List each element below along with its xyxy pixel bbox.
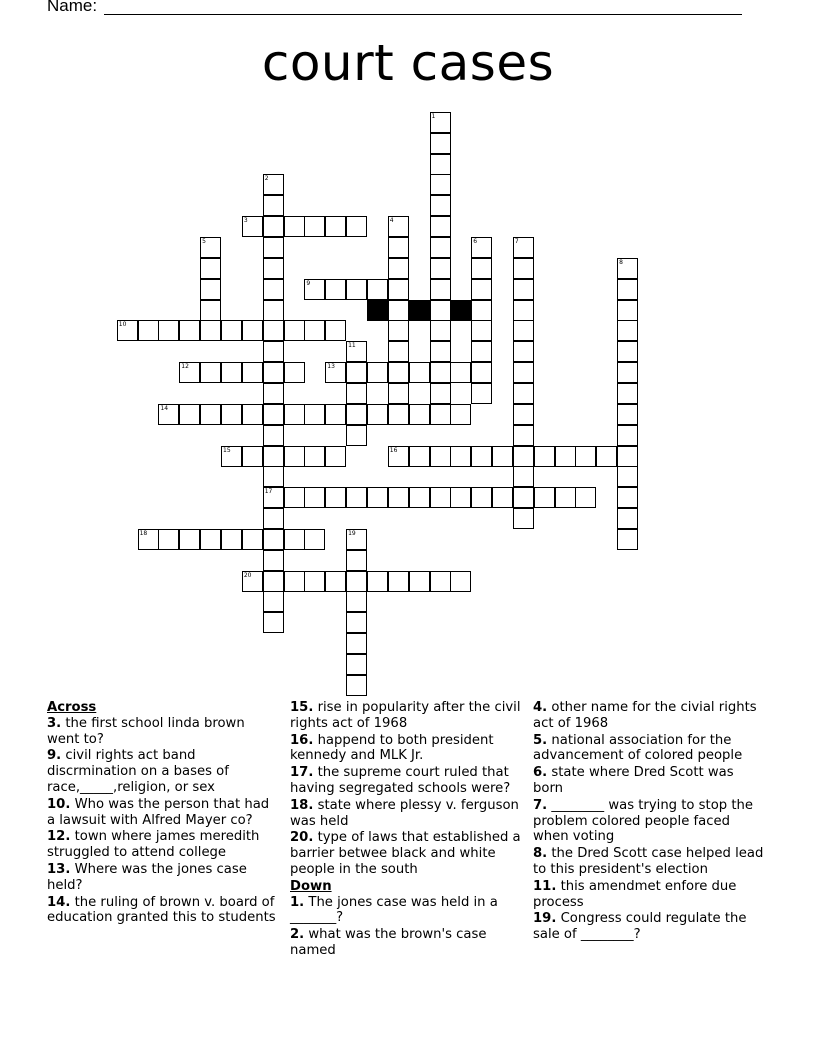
clue-text: other name for the civial rights act of 1968 bbox=[533, 700, 757, 731]
grid-cell[interactable] bbox=[388, 320, 409, 341]
clue-text: the supreme court ruled that having segregated schools were? bbox=[290, 765, 511, 796]
grid-cell[interactable] bbox=[304, 571, 325, 592]
clue-number-label: 11 bbox=[348, 342, 356, 350]
grid-cell[interactable] bbox=[346, 216, 367, 237]
grid-cell[interactable] bbox=[388, 362, 409, 383]
grid-cell[interactable] bbox=[346, 550, 367, 571]
clue-column-3 bbox=[533, 700, 767, 944]
grid-cell[interactable] bbox=[263, 466, 284, 487]
grid-cell[interactable] bbox=[346, 404, 367, 425]
grid-cell[interactable] bbox=[388, 279, 409, 300]
grid-cell[interactable] bbox=[388, 216, 409, 237]
clue-number-label: 17 bbox=[264, 488, 273, 496]
clue-text: The jones case was held in a _______? bbox=[290, 894, 498, 926]
grid-cell[interactable] bbox=[263, 362, 284, 383]
clue-text: Congress could regulate the sale of ________? bbox=[533, 911, 747, 943]
grid-cell[interactable] bbox=[325, 446, 346, 467]
grid-cell[interactable] bbox=[430, 112, 451, 133]
grid-cell[interactable] bbox=[555, 446, 576, 467]
grid-cell[interactable] bbox=[430, 300, 451, 321]
grid-cell[interactable] bbox=[617, 362, 638, 383]
grid-cell[interactable] bbox=[492, 487, 513, 508]
clue-number: 6. bbox=[533, 765, 548, 781]
grid-cell[interactable] bbox=[367, 404, 388, 425]
grid-cell[interactable] bbox=[430, 195, 451, 216]
grid-cell[interactable] bbox=[471, 279, 492, 300]
grid-cell[interactable] bbox=[471, 300, 492, 321]
page-title: court cases bbox=[261, 34, 555, 92]
grid-cell[interactable] bbox=[430, 404, 451, 425]
clue-across-18 bbox=[290, 798, 524, 830]
clue-down-6 bbox=[533, 765, 767, 797]
grid-cell[interactable] bbox=[284, 571, 305, 592]
grid-cell[interactable] bbox=[513, 300, 534, 321]
clue-text: state where plessy v. ferguson was held bbox=[290, 797, 519, 829]
grid-cell[interactable] bbox=[325, 571, 346, 592]
grid-cell[interactable] bbox=[450, 446, 471, 467]
grid-cell[interactable] bbox=[388, 258, 409, 279]
clue-text: rise in popularity after the civil rights act of 1968 bbox=[290, 700, 521, 731]
grid-cell[interactable] bbox=[388, 341, 409, 362]
grid-cell[interactable] bbox=[284, 216, 305, 237]
grid-cell[interactable] bbox=[471, 362, 492, 383]
grid-cell[interactable] bbox=[388, 383, 409, 404]
grid-cell[interactable] bbox=[388, 446, 409, 467]
grid-cell[interactable] bbox=[263, 341, 284, 362]
grid-cell[interactable] bbox=[367, 487, 388, 508]
grid-cell[interactable] bbox=[221, 320, 242, 341]
clue-across-13 bbox=[47, 862, 281, 894]
black-square bbox=[409, 300, 430, 321]
grid-cell[interactable] bbox=[575, 446, 596, 467]
grid-cell[interactable] bbox=[284, 487, 305, 508]
clue-column-2 bbox=[290, 700, 524, 960]
grid-cell[interactable] bbox=[263, 300, 284, 321]
clue-number: 4. bbox=[533, 700, 548, 715]
clue-down-19 bbox=[533, 911, 767, 943]
clue-number-label: 5 bbox=[202, 238, 206, 245]
grid-cell[interactable] bbox=[471, 237, 492, 258]
grid-cell[interactable] bbox=[346, 591, 367, 612]
grid-cell[interactable] bbox=[138, 529, 159, 550]
grid-cell[interactable] bbox=[388, 300, 409, 321]
grid-cell[interactable] bbox=[367, 279, 388, 300]
grid-cell[interactable] bbox=[325, 320, 346, 341]
clue-down-4 bbox=[533, 700, 767, 732]
grid-cell[interactable] bbox=[263, 195, 284, 216]
grid-cell[interactable] bbox=[242, 404, 263, 425]
grid-cell[interactable] bbox=[409, 446, 430, 467]
clue-number: 16. bbox=[290, 732, 314, 748]
clue-text: national association for the advancement of colored people bbox=[533, 732, 743, 764]
clue-across-9 bbox=[47, 748, 281, 795]
grid-cell[interactable] bbox=[304, 487, 325, 508]
grid-cell[interactable] bbox=[617, 383, 638, 404]
grid-cell[interactable] bbox=[179, 362, 200, 383]
grid-cell[interactable] bbox=[263, 425, 284, 446]
grid-cell[interactable] bbox=[513, 320, 534, 341]
grid-cell[interactable] bbox=[617, 529, 638, 550]
grid-cell[interactable] bbox=[513, 446, 534, 467]
grid-cell[interactable] bbox=[430, 258, 451, 279]
clue-number: 15. bbox=[290, 700, 314, 715]
clue-number: 9. bbox=[47, 748, 62, 764]
clue-text: Where was the jones case held? bbox=[47, 861, 247, 893]
grid-cell[interactable] bbox=[304, 216, 325, 237]
grid-cell[interactable] bbox=[430, 383, 451, 404]
grid-cell[interactable] bbox=[263, 508, 284, 529]
clue-number: 11. bbox=[533, 878, 557, 894]
clue-down-5 bbox=[533, 733, 767, 765]
grid-cell[interactable] bbox=[617, 404, 638, 425]
grid-cell[interactable] bbox=[430, 341, 451, 362]
grid-cell[interactable] bbox=[284, 320, 305, 341]
clue-number: 1. bbox=[290, 894, 305, 910]
clue-number: 17. bbox=[290, 765, 314, 781]
grid-cell[interactable] bbox=[263, 571, 284, 592]
grid-cell[interactable] bbox=[346, 529, 367, 550]
grid-cell[interactable] bbox=[388, 571, 409, 592]
grid-cell[interactable] bbox=[284, 529, 305, 550]
grid-cell[interactable] bbox=[346, 279, 367, 300]
clue-number-label: 6 bbox=[473, 238, 478, 245]
grid-cell[interactable] bbox=[471, 341, 492, 362]
grid-cell[interactable] bbox=[200, 279, 221, 300]
clue-number-label: 7 bbox=[514, 238, 519, 245]
grid-cell[interactable] bbox=[242, 362, 263, 383]
clue-text: the ruling of brown v. board of education granted this to students bbox=[47, 894, 276, 926]
grid-cell[interactable] bbox=[450, 362, 471, 383]
clue-number-label: 2 bbox=[264, 175, 269, 183]
grid-cell[interactable] bbox=[284, 446, 305, 467]
grid-cell[interactable] bbox=[221, 362, 242, 383]
grid-cell[interactable] bbox=[513, 487, 534, 508]
grid-cell[interactable] bbox=[325, 362, 346, 383]
clue-down-7 bbox=[533, 798, 767, 845]
grid-cell[interactable] bbox=[617, 279, 638, 300]
grid-cell[interactable] bbox=[471, 320, 492, 341]
grid-cell[interactable] bbox=[430, 446, 451, 467]
clue-number: 19. bbox=[533, 911, 557, 927]
grid-cell[interactable] bbox=[263, 550, 284, 571]
grid-cell[interactable] bbox=[325, 404, 346, 425]
grid-cell[interactable] bbox=[430, 133, 451, 154]
grid-cell[interactable] bbox=[263, 320, 284, 341]
grid-cell[interactable] bbox=[263, 446, 284, 467]
clue-number-label: 20 bbox=[243, 571, 252, 579]
clue-text: what was the brown's case named bbox=[290, 927, 487, 958]
grid-cell[interactable] bbox=[617, 320, 638, 341]
grid-cell[interactable] bbox=[200, 237, 221, 258]
grid-cell[interactable] bbox=[242, 529, 263, 550]
clue-number: 13. bbox=[47, 861, 71, 877]
grid-cell[interactable] bbox=[242, 446, 263, 467]
clue-number: 10. bbox=[47, 796, 71, 812]
grid-cell[interactable] bbox=[513, 404, 534, 425]
clue-text: town where james meredith struggled to attend college bbox=[47, 829, 260, 861]
grid-cell[interactable] bbox=[617, 425, 638, 446]
grid-cell[interactable] bbox=[200, 320, 221, 341]
name-label: Name: bbox=[47, 0, 98, 15]
grid-cell[interactable] bbox=[430, 320, 451, 341]
grid-cell[interactable] bbox=[346, 633, 367, 654]
grid-cell[interactable] bbox=[471, 487, 492, 508]
clue-across-16 bbox=[290, 733, 524, 765]
grid-cell[interactable] bbox=[179, 529, 200, 550]
clue-across-12 bbox=[47, 829, 281, 861]
grid-cell[interactable] bbox=[263, 529, 284, 550]
grid-cell[interactable] bbox=[513, 508, 534, 529]
clue-column-1 bbox=[47, 700, 281, 927]
grid-cell[interactable] bbox=[492, 446, 513, 467]
grid-cell[interactable] bbox=[617, 258, 638, 279]
grid-cell[interactable] bbox=[200, 404, 221, 425]
grid-cell[interactable] bbox=[450, 571, 471, 592]
grid-cell[interactable] bbox=[263, 216, 284, 237]
grid-cell[interactable] bbox=[409, 362, 430, 383]
grid-cell[interactable] bbox=[263, 487, 284, 508]
grid-cell[interactable] bbox=[513, 425, 534, 446]
grid-cell[interactable] bbox=[221, 404, 242, 425]
grid-cell[interactable] bbox=[575, 487, 596, 508]
clue-text: the first school linda brown went to? bbox=[47, 715, 245, 747]
clue-text: civil rights act band discrmination on a bases of race,_____,religion, or sex bbox=[47, 748, 229, 795]
grid-cell[interactable] bbox=[388, 237, 409, 258]
clue-text: Who was the person that had a lawsuit with Alfred Mayer co? bbox=[47, 796, 270, 828]
grid-cell[interactable] bbox=[471, 446, 492, 467]
black-square bbox=[450, 300, 471, 321]
clue-number: 12. bbox=[47, 829, 71, 845]
clue-across-20 bbox=[290, 830, 524, 877]
clue-text: type of laws that established a barrier betwee black and white people in the south bbox=[290, 830, 521, 877]
grid-cell[interactable] bbox=[430, 154, 451, 175]
grid-cell[interactable] bbox=[617, 466, 638, 487]
grid-cell[interactable] bbox=[304, 529, 325, 550]
grid-cell[interactable] bbox=[409, 571, 430, 592]
clue-across-15 bbox=[290, 700, 524, 732]
grid-cell[interactable] bbox=[513, 237, 534, 258]
grid-cell[interactable] bbox=[304, 320, 325, 341]
grid-cell[interactable] bbox=[534, 446, 555, 467]
grid-cell[interactable] bbox=[346, 487, 367, 508]
grid-cell[interactable] bbox=[617, 487, 638, 508]
clue-number: 14. bbox=[47, 894, 71, 910]
grid-cell[interactable] bbox=[263, 612, 284, 633]
grid-cell[interactable] bbox=[179, 404, 200, 425]
grid-cell[interactable] bbox=[367, 362, 388, 383]
grid-cell[interactable] bbox=[325, 216, 346, 237]
grid-cell[interactable] bbox=[409, 487, 430, 508]
clue-number-label: 18 bbox=[139, 529, 148, 537]
clue-text: this amendmet enfore due process bbox=[533, 878, 737, 910]
clue-number: 18. bbox=[290, 797, 314, 813]
clue-down-1 bbox=[290, 895, 524, 927]
clue-across-17 bbox=[290, 765, 524, 797]
clue-number: 2. bbox=[290, 927, 305, 943]
clue-number: 20. bbox=[290, 830, 314, 846]
grid-cell[interactable] bbox=[346, 675, 367, 696]
grid-cell[interactable] bbox=[513, 341, 534, 362]
grid-cell[interactable] bbox=[450, 404, 471, 425]
grid-cell[interactable] bbox=[513, 258, 534, 279]
grid-cell[interactable] bbox=[513, 279, 534, 300]
grid-cell[interactable] bbox=[388, 404, 409, 425]
clue-number-label: 4 bbox=[389, 217, 394, 225]
grid-cell[interactable] bbox=[346, 425, 367, 446]
grid-cell[interactable] bbox=[430, 487, 451, 508]
clue-number-label: 19 bbox=[348, 529, 356, 537]
clue-number: 5. bbox=[533, 732, 548, 748]
clue-number-label: 13 bbox=[327, 363, 335, 371]
grid-cell[interactable] bbox=[304, 404, 325, 425]
grid-cell[interactable] bbox=[430, 279, 451, 300]
grid-cell[interactable] bbox=[596, 446, 617, 467]
grid-cell[interactable] bbox=[409, 404, 430, 425]
grid-cell[interactable] bbox=[513, 466, 534, 487]
grid-cell[interactable] bbox=[450, 487, 471, 508]
down-heading: Down bbox=[290, 878, 332, 894]
clue-number-label: 12 bbox=[181, 363, 189, 371]
grid-cell[interactable] bbox=[325, 487, 346, 508]
clue-number-label: 15 bbox=[223, 446, 231, 454]
clue-number-label: 9 bbox=[306, 279, 311, 287]
clue-text: happend to both president kennedy and MLK Jr. bbox=[290, 732, 494, 764]
grid-cell[interactable] bbox=[117, 320, 138, 341]
clue-number: 8. bbox=[533, 846, 548, 862]
grid-cell[interactable] bbox=[179, 320, 200, 341]
grid-cell[interactable] bbox=[534, 487, 555, 508]
grid-cell[interactable] bbox=[430, 174, 451, 195]
grid-cell[interactable] bbox=[617, 341, 638, 362]
grid-cell[interactable] bbox=[221, 446, 242, 467]
grid-cell[interactable] bbox=[430, 362, 451, 383]
clue-across-10 bbox=[47, 797, 281, 829]
grid-cell[interactable] bbox=[158, 404, 179, 425]
grid-cell[interactable] bbox=[263, 591, 284, 612]
grid-cell[interactable] bbox=[430, 216, 451, 237]
grid-cell[interactable] bbox=[263, 404, 284, 425]
grid-cell[interactable] bbox=[367, 571, 388, 592]
grid-cell[interactable] bbox=[325, 279, 346, 300]
grid-cell[interactable] bbox=[430, 237, 451, 258]
grid-cell[interactable] bbox=[263, 279, 284, 300]
grid-cell[interactable] bbox=[346, 571, 367, 592]
grid-cell[interactable] bbox=[242, 571, 263, 592]
grid-cell[interactable] bbox=[346, 654, 367, 675]
clue-number-label: 10 bbox=[118, 321, 127, 329]
clue-text: ________ was trying to stop the problem colored people faced when voting bbox=[533, 797, 753, 845]
grid-cell[interactable] bbox=[221, 529, 242, 550]
grid-cell[interactable] bbox=[430, 571, 451, 592]
grid-cell[interactable] bbox=[346, 341, 367, 362]
clue-down-11 bbox=[533, 879, 767, 911]
grid-cell[interactable] bbox=[284, 404, 305, 425]
grid-cell[interactable] bbox=[200, 529, 221, 550]
grid-cell[interactable] bbox=[304, 279, 325, 300]
grid-cell[interactable] bbox=[158, 529, 179, 550]
clue-number-label: 8 bbox=[619, 258, 623, 266]
clue-text: the Dred Scott case helped lead to this president's election bbox=[533, 846, 764, 877]
clue-down-2 bbox=[290, 927, 524, 959]
grid-cell[interactable] bbox=[555, 487, 576, 508]
clue-number: 3. bbox=[47, 715, 62, 731]
grid-cell[interactable] bbox=[263, 258, 284, 279]
clue-number-label: 3 bbox=[243, 217, 248, 225]
grid-cell[interactable] bbox=[138, 320, 159, 341]
clue-number-label: 16 bbox=[389, 446, 398, 454]
clue-number-label: 14 bbox=[160, 404, 169, 412]
clue-down-8 bbox=[533, 846, 767, 878]
clue-across-14 bbox=[47, 895, 281, 927]
grid-cell[interactable] bbox=[471, 258, 492, 279]
grid-cell[interactable] bbox=[471, 383, 492, 404]
grid-cell[interactable] bbox=[242, 216, 263, 237]
grid-cell[interactable] bbox=[242, 320, 263, 341]
grid-cell[interactable] bbox=[617, 446, 638, 467]
grid-cell[interactable] bbox=[617, 300, 638, 321]
clue-across-3 bbox=[47, 716, 281, 748]
grid-cell[interactable] bbox=[263, 174, 284, 195]
grid-cell[interactable] bbox=[304, 446, 325, 467]
grid-cell[interactable] bbox=[346, 383, 367, 404]
grid-cell[interactable] bbox=[346, 362, 367, 383]
black-square bbox=[367, 300, 388, 321]
grid-cell[interactable] bbox=[617, 508, 638, 529]
grid-cell[interactable] bbox=[388, 487, 409, 508]
grid-cell[interactable] bbox=[284, 362, 305, 383]
grid-cell[interactable] bbox=[200, 300, 221, 321]
grid-cell[interactable] bbox=[513, 362, 534, 383]
grid-cell[interactable] bbox=[263, 237, 284, 258]
grid-cell[interactable] bbox=[346, 612, 367, 633]
clue-text: state where Dred Scott was born bbox=[533, 765, 734, 796]
grid-cell[interactable] bbox=[158, 320, 179, 341]
grid-cell[interactable] bbox=[513, 383, 534, 404]
grid-cell[interactable] bbox=[200, 362, 221, 383]
across-heading: Across bbox=[47, 700, 97, 715]
clue-number-label: 1 bbox=[431, 112, 436, 120]
grid-cell[interactable] bbox=[263, 383, 284, 404]
clue-number: 7. bbox=[533, 797, 548, 813]
grid-cell[interactable] bbox=[200, 258, 221, 279]
